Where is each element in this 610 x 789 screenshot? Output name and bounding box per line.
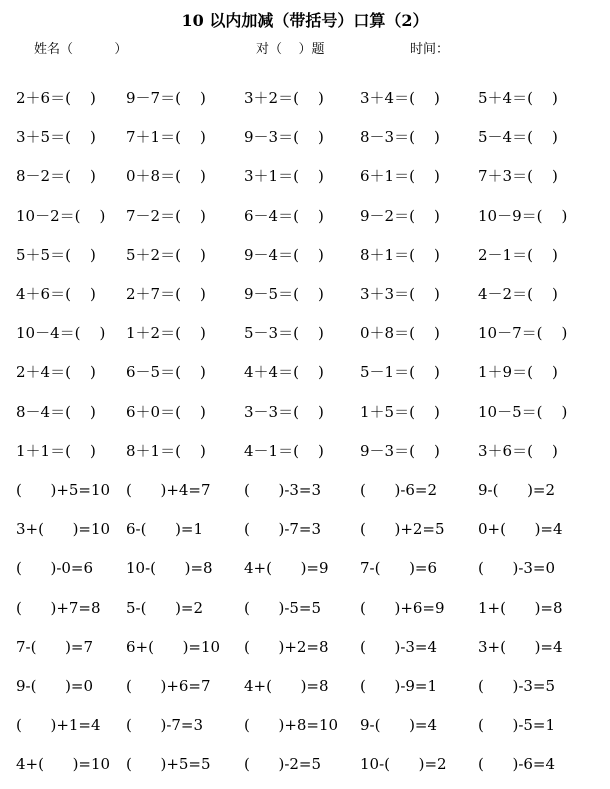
math-problem: 3＋5＝( )	[16, 128, 96, 146]
math-problem: ( )-3=5	[478, 677, 556, 695]
math-problem: ( )+6=9	[360, 599, 445, 617]
math-problem: ( )-7=3	[244, 520, 322, 538]
math-problem: ( )-3=3	[244, 481, 322, 499]
math-problem: 5＋2＝( )	[126, 246, 206, 264]
math-problem: 9－2＝( )	[360, 207, 440, 225]
math-problem: 8－4＝( )	[16, 403, 96, 421]
math-problem: 3－3＝( )	[244, 403, 324, 421]
math-problem: 10-( )=8	[126, 559, 213, 577]
page-title: 10 以内加减（带括号）口算（2）	[181, 11, 429, 30]
math-problem: ( )+6=7	[126, 677, 211, 695]
math-problem: 6＋0＝( )	[126, 403, 206, 421]
math-problem: 3＋2＝( )	[244, 89, 324, 107]
math-problem: ( )+5=10	[16, 481, 111, 499]
math-problem: ( )-0=6	[16, 559, 94, 577]
math-problem: 8－2＝( )	[16, 167, 96, 185]
math-problem: ( )+7=8	[16, 599, 101, 617]
math-problem: ( )-5=5	[244, 599, 322, 617]
math-problem: 0＋8＝( )	[360, 324, 440, 342]
math-problem: 10－4＝( )	[16, 324, 106, 342]
math-problem: 4－2＝( )	[478, 285, 558, 303]
math-problem: 4+( )=8	[244, 677, 329, 695]
math-problem: 9-( )=2	[478, 481, 556, 499]
math-problem: 7－2＝( )	[126, 207, 206, 225]
math-problem: 3＋3＝( )	[360, 285, 440, 303]
math-problem: 3＋6＝( )	[478, 442, 558, 460]
math-problem: 7-( )=7	[16, 638, 94, 656]
math-problem: 6－5＝( )	[126, 363, 206, 381]
math-problem: ( )-2=5	[244, 755, 322, 773]
math-problem: 5＋4＝( )	[478, 89, 558, 107]
math-problem: 1＋9＝( )	[478, 363, 558, 381]
math-problem: 5－3＝( )	[244, 324, 324, 342]
math-problem: 0＋8＝( )	[126, 167, 206, 185]
math-problem: 7＋3＝( )	[478, 167, 558, 185]
math-problem: 10－7＝( )	[478, 324, 568, 342]
math-problem: ( )-6=2	[360, 481, 438, 499]
math-problem: 3+( )=10	[16, 520, 111, 538]
math-problem: 4＋6＝( )	[16, 285, 96, 303]
math-problem: 5-( )=2	[126, 599, 204, 617]
math-problem: 4+( )=10	[16, 755, 111, 773]
math-problem: 2＋7＝( )	[126, 285, 206, 303]
math-problem: 10－2＝( )	[16, 207, 106, 225]
math-problem: 9-( )=0	[16, 677, 94, 695]
math-problem: ( )-7=3	[126, 716, 204, 734]
math-problem: ( )-3=4	[360, 638, 438, 656]
math-problem: 9－3＝( )	[244, 128, 324, 146]
math-problem: 1+( )=8	[478, 599, 563, 617]
math-problem: 9-( )=4	[360, 716, 438, 734]
math-problem: 4＋4＝( )	[244, 363, 324, 381]
math-problem: 1＋1＝( )	[16, 442, 96, 460]
math-problem: 9－3＝( )	[360, 442, 440, 460]
math-problem: 3+( )=4	[478, 638, 563, 656]
math-problem: 2＋6＝( )	[16, 89, 96, 107]
math-problem: ( )+4=7	[126, 481, 211, 499]
math-problem: 7＋1＝( )	[126, 128, 206, 146]
math-problem: ( )+5=5	[126, 755, 211, 773]
math-problem: 9－4＝( )	[244, 246, 324, 264]
math-problem: 1＋2＝( )	[126, 324, 206, 342]
math-problem: ( )-5=1	[478, 716, 556, 734]
math-problem: 3＋4＝( )	[360, 89, 440, 107]
math-problem: 10－5＝( )	[478, 403, 568, 421]
math-problem: ( )+1=4	[16, 716, 101, 734]
name-field-label: 姓名（ ）	[34, 42, 128, 57]
math-problem: 8＋1＝( )	[126, 442, 206, 460]
correct-count-label: 对（ ）题	[256, 42, 325, 57]
math-problem: 1＋5＝( )	[360, 403, 440, 421]
math-problem: 5－4＝( )	[478, 128, 558, 146]
math-problem: ( )+2=8	[244, 638, 329, 656]
math-problem: 0+( )=4	[478, 520, 563, 538]
math-problem: 8－3＝( )	[360, 128, 440, 146]
math-problem: 6-( )=1	[126, 520, 204, 538]
math-problem: 10-( )=2	[360, 755, 447, 773]
math-problem: 8＋1＝( )	[360, 246, 440, 264]
time-label: 时间：	[410, 42, 450, 57]
math-problem: 2＋4＝( )	[16, 363, 96, 381]
math-problem: 9－7＝( )	[126, 89, 206, 107]
math-problem: ( )-3=0	[478, 559, 556, 577]
math-problem: 10－9＝( )	[478, 207, 568, 225]
math-problem: 5＋5＝( )	[16, 246, 96, 264]
math-problem: 6－4＝( )	[244, 207, 324, 225]
math-problem: ( )-9=1	[360, 677, 438, 695]
math-problem: 6＋1＝( )	[360, 167, 440, 185]
math-problem: ( )-6=4	[478, 755, 556, 773]
math-problem: 9－5＝( )	[244, 285, 324, 303]
math-problem: 5－1＝( )	[360, 363, 440, 381]
math-problem: 3＋1＝( )	[244, 167, 324, 185]
math-problem: ( )+2=5	[360, 520, 445, 538]
math-problem: 2－1＝( )	[478, 246, 558, 264]
math-problem: 4+( )=9	[244, 559, 329, 577]
math-problem: 7-( )=6	[360, 559, 438, 577]
math-problem: ( )+8=10	[244, 716, 339, 734]
math-problem: 4－1＝( )	[244, 442, 324, 460]
math-problem: 6+( )=10	[126, 638, 221, 656]
